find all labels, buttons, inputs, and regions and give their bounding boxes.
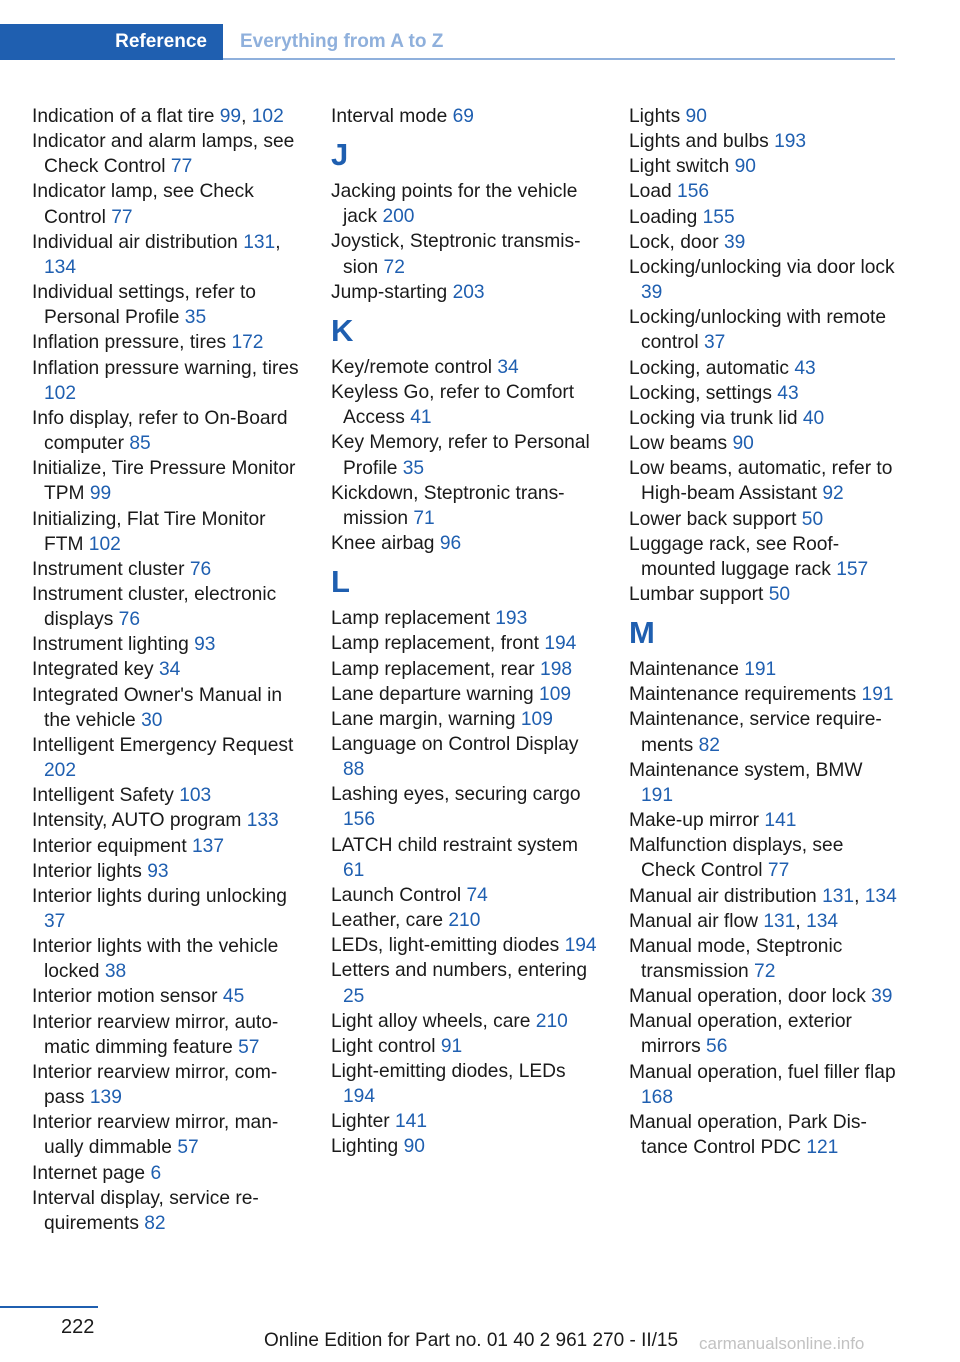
index-entry-text: Interior rearview mirror, manually dimmable	[32, 1112, 279, 1159]
page-link[interactable]: 43	[794, 357, 816, 379]
index-entry-text: Info display, refer to On-Board computer	[32, 407, 288, 455]
index-entry-text: Joystick, Steptronic transmission	[331, 231, 581, 278]
page-link[interactable]: 39	[871, 986, 893, 1008]
index-entry	[629, 431, 897, 456]
index-entry-text: Locking, automatic	[629, 357, 789, 379]
page-link[interactable]: 121	[806, 1137, 839, 1159]
index-entry-text: Maintenance requirements	[629, 684, 857, 706]
index-entry	[629, 682, 897, 707]
page-link[interactable]: 43	[777, 382, 799, 404]
index-entry-text: Interval display, service requirements	[32, 1187, 259, 1234]
page-link[interactable]: 102	[44, 382, 77, 404]
page-link[interactable]: 90	[685, 106, 707, 127]
index-entry	[32, 557, 300, 582]
index-entry-text: Locking, settings	[629, 382, 772, 404]
index-entry-text: Locking/unlocking via door lock	[629, 256, 895, 278]
index-entry-text: Lighting	[331, 1136, 399, 1158]
index-entry	[32, 632, 300, 657]
index-entry	[331, 631, 599, 656]
index-entry-text: Jump-starting	[331, 281, 448, 303]
page-number: 222	[61, 1316, 95, 1338]
page-link[interactable]: 141	[764, 810, 797, 832]
index-entry	[629, 129, 897, 154]
page-link[interactable]: 82	[144, 1212, 166, 1234]
index-entry	[629, 934, 897, 984]
page-header	[0, 24, 895, 60]
index-entry	[331, 1109, 599, 1134]
index-entry	[629, 356, 897, 381]
page-link[interactable]: 156	[343, 809, 376, 831]
page-link[interactable]: 191	[641, 784, 674, 806]
index-entry-text: Intelligent Safety	[32, 785, 174, 807]
index-entry	[331, 280, 599, 305]
page-link[interactable]: 137	[192, 835, 225, 857]
index-entry-text: Interior lights with the vehicle locked	[32, 936, 279, 983]
index-entry-text: LEDs, light-emitting diodes	[331, 935, 560, 957]
page-link[interactable]: 131	[822, 885, 855, 907]
index-entry-text: Indicator and alarm lamps, see Check Control	[32, 131, 295, 178]
index-entry-text: Lumbar support	[629, 583, 764, 605]
page-link[interactable]: 35	[402, 457, 425, 479]
index-entry	[629, 305, 897, 355]
page-link[interactable]: 157	[836, 558, 869, 580]
index-entry-text: Kickdown, Steptronic transmission	[331, 482, 565, 529]
index-entry-text: Lights and bulbs	[629, 131, 769, 153]
index-entry-text: Leather, care	[331, 910, 444, 932]
page-link[interactable]: 134	[806, 910, 839, 932]
index-entry-text: Lights	[629, 106, 681, 127]
page-link[interactable]: 202	[44, 760, 77, 782]
page-link[interactable]: 39	[641, 282, 663, 304]
page-link[interactable]: 102	[251, 106, 284, 127]
index-entry: Manual air distribution 131, 134	[629, 885, 897, 907]
page-link[interactable]: 203	[452, 281, 485, 303]
index-entry-text: Lashing eyes, securing cargo	[331, 784, 581, 806]
page-link[interactable]: 99	[89, 483, 112, 505]
index-entry-text: Loading	[629, 206, 698, 228]
watermark: carmanualsonline.info	[699, 1334, 865, 1353]
index-entry-text: Integrated Owner's Manual in the vehicle	[32, 684, 283, 731]
index-entry	[629, 707, 897, 757]
index-entry: Indication of a flat tire 99, 102	[32, 106, 284, 127]
index-entry	[331, 958, 599, 1008]
page-link[interactable]: 72	[754, 961, 776, 982]
index-column-2	[331, 104, 599, 1160]
index-entry	[629, 1009, 897, 1059]
page-link[interactable]: 57	[177, 1137, 199, 1159]
index-entry	[32, 406, 300, 456]
index-entry: Individual air distribution 131, 134	[32, 231, 281, 278]
index-entry	[629, 104, 897, 129]
index-entry	[32, 859, 300, 884]
index-entry-text: Instrument cluster, electronic displays	[32, 583, 277, 631]
index-entry-text: Low beams, automatic, refer to High-beam Assistant	[629, 458, 893, 505]
page-link[interactable]: 50	[801, 508, 824, 530]
page-link[interactable]: 34	[497, 356, 519, 378]
page-link[interactable]: 77	[111, 206, 133, 228]
page-link[interactable]: 139	[89, 1087, 122, 1109]
page-link[interactable]: 77	[767, 860, 790, 882]
index-entry	[331, 833, 599, 883]
index-entry	[32, 280, 300, 330]
index-entry-text: Indication of a flat tire	[32, 106, 215, 127]
page-link[interactable]: 76	[118, 609, 141, 631]
page-link[interactable]: 39	[723, 231, 746, 253]
index-entry-text: Indicator lamp, see Check Control	[32, 181, 254, 228]
index-entry	[32, 783, 300, 808]
index-entry	[629, 456, 897, 506]
index-entry-text: Interior lights during unlocking	[32, 885, 287, 907]
index-entry-text: Interior rearview mirror, automatic dimming feature	[32, 1011, 279, 1058]
page-link[interactable]: 131	[763, 910, 796, 932]
index-entry-text: Maintenance, service requirements	[629, 709, 882, 756]
page-link[interactable]: 103	[179, 785, 212, 807]
index-entry	[32, 657, 300, 682]
index-entry-text: Manual mode, Steptronic transmission	[629, 935, 843, 982]
index-entry	[331, 657, 599, 682]
index-entry	[331, 430, 599, 480]
page-link[interactable]: 141	[395, 1111, 428, 1133]
index-entry-text: Locking/unlocking with remote control	[629, 307, 887, 354]
index-entry-text: Manual air distribution	[629, 885, 817, 907]
page-link[interactable]: 96	[439, 533, 462, 555]
index-entry-text: Key Memory, refer to Personal Profile	[331, 432, 590, 479]
index-entry-text: Interior lights	[32, 860, 142, 882]
index-entry	[32, 733, 300, 783]
page-link[interactable]: 93	[147, 860, 169, 882]
page-link[interactable]: 191	[861, 684, 894, 706]
index-entry	[331, 1134, 599, 1159]
index-entry-text: Luggage rack, see Roof-mounted luggage rack	[629, 533, 840, 580]
index-entry	[32, 1186, 300, 1236]
index-entry	[32, 1060, 300, 1110]
page-link[interactable]: 71	[413, 507, 435, 529]
page-link[interactable]: 155	[702, 206, 735, 228]
page-link[interactable]: 40	[802, 407, 825, 429]
index-entry	[331, 606, 599, 631]
index-entry-text: Interior motion sensor	[32, 986, 218, 1008]
index-entry	[629, 1060, 897, 1110]
index-entry-text: Maintenance	[629, 659, 739, 681]
index-entry	[331, 682, 599, 707]
index-entry-text: Lane departure warning	[331, 683, 534, 705]
page-link[interactable]: 56	[706, 1036, 728, 1058]
index-entry	[32, 834, 300, 859]
page-link[interactable]: 194	[544, 633, 577, 655]
index-entry-text: Light-emitting diodes, LEDs	[331, 1061, 566, 1082]
index-entry	[629, 984, 897, 1009]
index-letter-heading: J	[331, 137, 349, 173]
index-entry-text: Manual operation, door lock	[629, 986, 866, 1008]
index-entry-text: Lamp replacement, front	[331, 633, 539, 655]
index-entry	[331, 380, 599, 430]
index-entry-text: Jacking points for the vehicle jack	[331, 181, 578, 228]
index-entry	[629, 406, 897, 431]
index-entry	[629, 154, 897, 179]
index-entry-text: Low beams	[629, 433, 728, 455]
index-entry-text: Launch Control	[331, 884, 462, 906]
page-link[interactable]: 25	[343, 985, 365, 1007]
page-link[interactable]: 88	[343, 759, 365, 781]
index-letter-heading: M	[629, 615, 655, 651]
page-link[interactable]: 193	[495, 608, 528, 630]
index-entry	[32, 1110, 300, 1160]
index-entry-text: Malfunction displays, see Check Control	[629, 835, 844, 882]
page-link[interactable]: 69	[452, 106, 474, 127]
index-entry-text: Initializing, Flat Tire Monitor FTM	[32, 508, 266, 555]
index-entry-text: Key/remote control	[331, 356, 493, 378]
index-entry: Manual air flow 131, 134	[629, 910, 839, 932]
index-entry-text: Lamp replacement, rear	[331, 658, 535, 680]
tab-reference: Reference	[0, 24, 223, 60]
page-link[interactable]: 109	[520, 708, 553, 730]
page-link[interactable]: 57	[238, 1036, 260, 1058]
page-link[interactable]: 85	[129, 433, 151, 455]
index-column-3	[629, 104, 897, 1160]
index-entry-text: Locking via trunk lid	[629, 407, 798, 429]
index-entry	[629, 255, 897, 305]
index-entry	[32, 808, 300, 833]
index-column-1	[32, 104, 300, 1236]
page-link[interactable]: 92	[822, 483, 844, 505]
index-entry-text: Individual air distribution	[32, 231, 238, 253]
index-entry-text: Interior equipment	[32, 835, 187, 857]
index-entry	[629, 205, 897, 230]
index-entry	[32, 356, 300, 406]
index-entry	[331, 355, 599, 380]
page-link[interactable]: 131	[243, 231, 276, 253]
page-link[interactable]: 91	[440, 1035, 463, 1057]
index-entry	[331, 782, 599, 832]
index-entry	[331, 104, 599, 129]
index-entry	[32, 179, 300, 229]
page-link[interactable]: 90	[734, 156, 756, 178]
index-entry	[331, 179, 599, 229]
index-entry	[629, 179, 897, 204]
index-entry-text: Intensity, AUTO program	[32, 810, 242, 832]
index-entry-text: Letters and numbers, entering	[331, 960, 587, 982]
index-entry	[629, 1110, 897, 1160]
page-link[interactable]: 61	[343, 859, 365, 881]
page-link[interactable]: 193	[774, 131, 807, 153]
page-link[interactable]: 156	[677, 181, 710, 203]
page-link[interactable]: 191	[744, 659, 777, 681]
index-entry	[629, 833, 897, 883]
index-entry-text: Knee airbag	[331, 533, 435, 555]
index-entry-text: Language on Control Display	[331, 733, 579, 755]
index-entry	[331, 1034, 599, 1059]
index-entry	[32, 582, 300, 632]
page-link[interactable]: 34	[158, 659, 181, 681]
index-entry-text: Manual operation, fuel filler flap	[629, 1061, 896, 1083]
index-entry-text: Intelligent Emergency Request	[32, 734, 294, 756]
index-entry-text: Lock, door	[629, 231, 719, 253]
index-entry-text: Light control	[331, 1035, 436, 1057]
index-entry-text: Light switch	[629, 156, 730, 178]
page-link[interactable]: 90	[403, 1136, 425, 1158]
index-entry-text: Instrument lighting	[32, 634, 189, 656]
index-entry-text: LATCH child restraint system	[331, 834, 579, 856]
index-entry-text: Interior rearview mirror, compass	[32, 1061, 278, 1109]
index-entry	[331, 908, 599, 933]
index-entry-text: Keyless Go, refer to Comfort Access	[331, 382, 575, 429]
page-link[interactable]: 210	[535, 1010, 568, 1032]
index-entry-text: Lower back support	[629, 508, 797, 530]
page-link[interactable]: 133	[246, 810, 279, 832]
footer-rule	[0, 1306, 98, 1308]
page-link[interactable]: 168	[641, 1086, 674, 1108]
page-link[interactable]: 74	[466, 884, 488, 906]
page-link[interactable]: 77	[170, 156, 193, 178]
index-entry-text: Manual air flow	[629, 910, 759, 932]
page-link[interactable]: 45	[222, 986, 245, 1008]
index-entry-text: Inflation pressure warning, tires	[32, 357, 299, 379]
page-link[interactable]: 76	[189, 558, 212, 580]
index-entry-text: Lane margin, warning	[331, 708, 516, 730]
tab-everything-a-to-z: Everything from A to Z	[240, 31, 444, 52]
page-link[interactable]: 90	[732, 433, 754, 455]
index-entry	[629, 808, 897, 833]
page-link[interactable]: 37	[703, 332, 726, 354]
index-entry	[32, 1010, 300, 1060]
page-link[interactable]: 37	[44, 911, 66, 932]
index-entry-text: Internet page	[32, 1162, 146, 1184]
index-entry	[32, 984, 300, 1009]
index-entry	[331, 732, 599, 782]
page-link[interactable]: 30	[141, 709, 163, 731]
index-entry	[331, 1059, 599, 1109]
page-link[interactable]: 50	[768, 583, 791, 605]
page-link[interactable]: 35	[184, 307, 207, 329]
index-entry	[629, 532, 897, 582]
index-entry-text: Load	[629, 181, 672, 203]
index-entry	[629, 381, 897, 406]
index-entry	[331, 933, 599, 958]
index-entry	[629, 657, 897, 682]
index-entry	[32, 507, 300, 557]
index-entry-text: Instrument cluster	[32, 558, 185, 580]
index-entry-text: Make-up mirror	[629, 810, 760, 832]
page-link[interactable]: 200	[382, 206, 415, 228]
page-link[interactable]: 6	[150, 1162, 162, 1184]
index-entry	[629, 758, 897, 808]
index-entry-text: Interval mode	[331, 106, 448, 127]
index-entry	[32, 934, 300, 984]
index-entry	[32, 1161, 300, 1186]
page-link[interactable]: 99	[219, 106, 242, 127]
page-link[interactable]: 194	[564, 935, 597, 957]
index-entry	[331, 481, 599, 531]
page-link[interactable]: 82	[698, 734, 720, 756]
index-entry-text: Light alloy wheels, care	[331, 1010, 531, 1032]
page-link[interactable]: 93	[194, 634, 216, 656]
header-rule	[223, 58, 895, 60]
page-link[interactable]: 72	[383, 256, 405, 278]
page-link[interactable]: 38	[104, 961, 127, 983]
index-entry-text: Lamp replacement	[331, 608, 490, 630]
index-entry-text: Integrated key	[32, 659, 154, 681]
index-entry	[32, 456, 300, 506]
index-entry-text: Initialize, Tire Pressure Monitor TPM	[32, 458, 296, 505]
page-link[interactable]: 41	[410, 407, 432, 429]
index-entry-text: Manual operation, Park Distance Control PDC	[629, 1111, 867, 1159]
index-entry-text: Inflation pressure, tires	[32, 332, 227, 354]
index-entry	[629, 230, 897, 255]
index-entry-text: Manual operation, exterior mirrors	[629, 1011, 852, 1058]
page-link[interactable]: 102	[88, 533, 121, 555]
edition-note: Online Edition for Part no. 01 40 2 961 270 - II/15	[264, 1330, 679, 1351]
index-entry	[331, 883, 599, 908]
page-link[interactable]: 172	[231, 332, 264, 354]
index-entry	[32, 884, 300, 934]
page-link[interactable]: 134	[44, 256, 77, 278]
index-entry-text: Individual settings, refer to Personal Profile	[32, 282, 256, 329]
page-link[interactable]: 134	[864, 885, 897, 907]
index-letter-heading: L	[331, 564, 350, 600]
index-entry-text: Lighter	[331, 1111, 390, 1133]
index-entry	[32, 683, 300, 733]
index-entry-text: Maintenance system, BMW	[629, 759, 863, 781]
index-entry	[32, 330, 300, 355]
page-link[interactable]: 210	[448, 910, 481, 932]
index-entry	[331, 229, 599, 279]
index-entry	[331, 707, 599, 732]
index-entry	[331, 531, 599, 556]
index-letter-heading: K	[331, 312, 354, 348]
index-entry	[32, 129, 300, 179]
index-entry	[629, 507, 897, 532]
page-link[interactable]: 194	[343, 1086, 376, 1108]
index-entry	[629, 582, 897, 607]
page-link[interactable]: 198	[540, 658, 573, 680]
page-link[interactable]: 109	[539, 683, 572, 705]
index-entry	[331, 1009, 599, 1034]
